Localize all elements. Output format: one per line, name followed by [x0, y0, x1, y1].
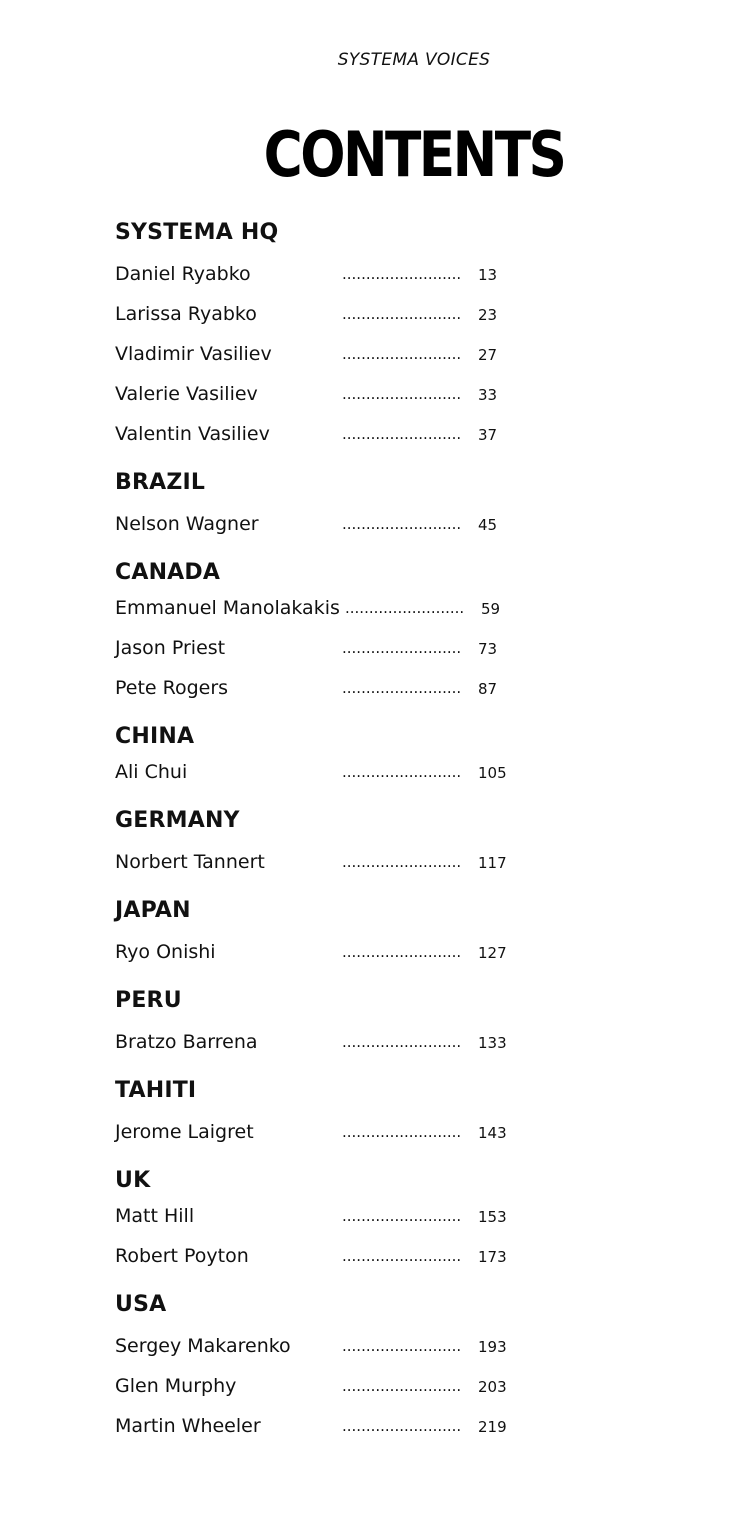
page-number: 173 [478, 1248, 507, 1266]
entry-name: Vladimir Vasiliev [115, 343, 272, 365]
dot-leader: ......................... [342, 305, 462, 323]
dot-leader: ......................... [342, 639, 462, 657]
entry-name: Martin Wheeler [115, 1415, 261, 1437]
dot-leader: ......................... [342, 1247, 462, 1265]
dot-leader: ......................... [342, 943, 462, 961]
page-number: 193 [478, 1338, 507, 1356]
toc-entry[interactable] [115, 1112, 675, 1152]
toc-entry[interactable] [115, 668, 675, 708]
entry-name: Glen Murphy [115, 1375, 237, 1397]
page-number: 127 [478, 944, 507, 962]
page-number: 105 [478, 764, 507, 782]
toc-entry[interactable] [115, 1406, 675, 1446]
entry-name: Matt Hill [115, 1205, 195, 1227]
page-number: 37 [478, 426, 498, 444]
section-heading: USA [115, 1292, 167, 1317]
dot-leader: ......................... [342, 265, 462, 283]
page-number: 219 [478, 1418, 507, 1436]
entry-name: Valerie Vasiliev [115, 383, 258, 405]
toc-entry[interactable] [115, 628, 675, 668]
page-title: CONTENTS [263, 118, 565, 191]
entry-name: Ali Chui [115, 761, 188, 783]
section-japan [115, 896, 675, 972]
page-number: 153 [478, 1208, 507, 1226]
toc-entry[interactable] [115, 414, 675, 454]
toc-entry[interactable] [115, 1236, 675, 1276]
toc-entry[interactable] [115, 504, 675, 544]
section-heading: CHINA [115, 724, 195, 749]
dot-leader: ......................... [342, 1377, 462, 1395]
toc-entry[interactable] [115, 842, 675, 882]
entry-name: Daniel Ryabko [115, 263, 251, 285]
section-heading: PERU [115, 988, 182, 1013]
toc-entry[interactable] [115, 752, 675, 792]
dot-leader: ......................... [342, 515, 462, 533]
section-canada [115, 558, 675, 708]
dot-leader: ......................... [342, 385, 462, 403]
entry-name: Emmanuel Manolakakis [115, 597, 340, 619]
dot-leader: ......................... [342, 1123, 462, 1141]
entry-name: Bratzo Barrena [115, 1031, 258, 1053]
dot-leader: ......................... [342, 345, 462, 363]
toc-entry[interactable] [115, 932, 675, 972]
toc-entry[interactable] [115, 588, 675, 628]
entry-name: Robert Poyton [115, 1245, 249, 1267]
section-usa [115, 1290, 675, 1446]
page-number: 117 [478, 854, 507, 872]
section-systema-hq [115, 218, 675, 454]
page-number: 87 [478, 680, 498, 698]
section-brazil [115, 468, 675, 544]
section-heading: CANADA [115, 560, 221, 585]
page-number: 33 [478, 386, 498, 404]
dot-leader: ......................... [342, 425, 462, 443]
dot-leader: ......................... [342, 763, 462, 781]
section-tahiti [115, 1076, 675, 1152]
page-number: 73 [478, 640, 498, 658]
entry-name: Valentin Vasiliev [115, 423, 270, 445]
entry-name: Jason Priest [115, 637, 226, 659]
dot-leader: ......................... [345, 599, 465, 617]
section-heading: TAHITI [115, 1078, 197, 1103]
page-number: 203 [478, 1378, 507, 1396]
section-china [115, 722, 675, 792]
contents-list [115, 218, 675, 1446]
entry-name: Sergey Makarenko [115, 1335, 291, 1357]
toc-entry[interactable] [115, 294, 675, 334]
page-number: 27 [478, 346, 498, 364]
page-number: 45 [478, 516, 498, 534]
toc-entry[interactable] [115, 1196, 675, 1236]
section-peru [115, 986, 675, 1062]
dot-leader: ......................... [342, 853, 462, 871]
section-heading: BRAZIL [115, 470, 206, 495]
entry-name: Jerome Laigret [115, 1121, 254, 1143]
toc-entry[interactable] [115, 254, 675, 294]
dot-leader: ......................... [342, 1337, 462, 1355]
toc-entry[interactable] [115, 1326, 675, 1366]
section-heading: GERMANY [115, 808, 240, 833]
dot-leader: ......................... [342, 1033, 462, 1051]
page-number: 133 [478, 1034, 507, 1052]
entry-name: Pete Rogers [115, 677, 229, 699]
section-uk [115, 1166, 675, 1276]
running-head: SYSTEMA VOICES [337, 50, 491, 70]
page-number: 23 [478, 306, 498, 324]
section-heading: JAPAN [115, 898, 191, 923]
toc-entry[interactable] [115, 334, 675, 374]
entry-name: Larissa Ryabko [115, 303, 257, 325]
page-number: 143 [478, 1124, 507, 1142]
page-number: 59 [481, 600, 501, 618]
dot-leader: ......................... [342, 1207, 462, 1225]
toc-entry[interactable] [115, 374, 675, 414]
dot-leader: ......................... [342, 1417, 462, 1435]
entry-name: Ryo Onishi [115, 941, 216, 963]
entry-name: Nelson Wagner [115, 513, 259, 535]
page-number: 13 [478, 266, 498, 284]
section-heading: UK [115, 1168, 151, 1193]
section-heading: SYSTEMA HQ [115, 220, 279, 245]
entry-name: Norbert Tannert [115, 851, 265, 873]
toc-entry[interactable] [115, 1366, 675, 1406]
dot-leader: ......................... [342, 679, 462, 697]
toc-entry[interactable] [115, 1022, 675, 1062]
section-germany [115, 806, 675, 882]
